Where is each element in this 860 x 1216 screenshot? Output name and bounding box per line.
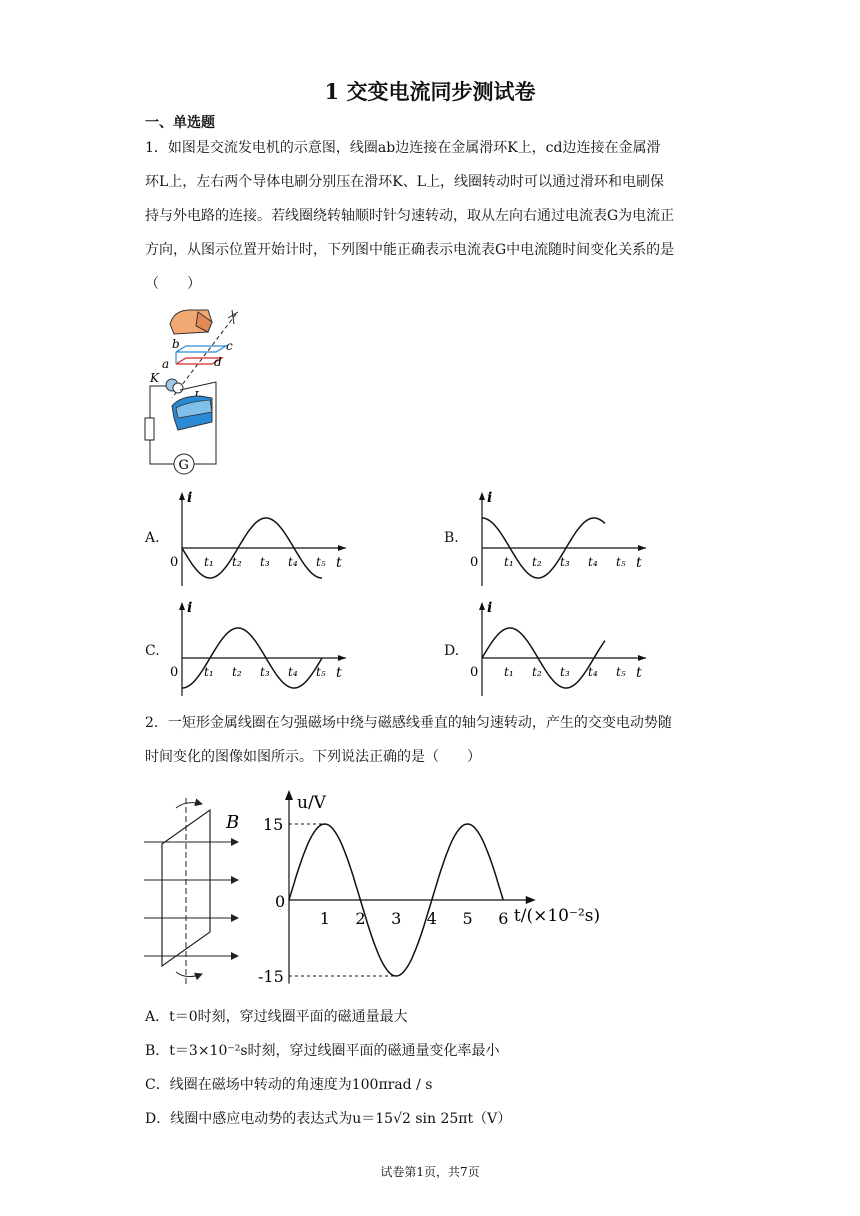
i-axis-label: i (487, 490, 493, 506)
q2-option-c[interactable] (145, 1068, 511, 1102)
q2-line: 时间变化的图像如图所示。下列说法正确的是（ ） (145, 749, 481, 765)
tick-label: t₄ (588, 665, 598, 679)
rotation-arrow-top (176, 803, 202, 808)
q2-option-b[interactable] (145, 1034, 511, 1068)
q1-line: （ ） (145, 276, 201, 292)
q1-option-d-graph[interactable] (470, 598, 650, 702)
q2-option-a[interactable] (145, 1000, 511, 1034)
u-axis-arrow (285, 790, 293, 800)
tick-label: t₁ (204, 665, 214, 679)
i-axis-arrow (479, 602, 485, 610)
label-a: a (162, 357, 170, 371)
q2-option-d[interactable] (145, 1102, 511, 1136)
tick-label: t₁ (204, 555, 214, 569)
option-label: A． (145, 1009, 170, 1025)
label-d: d (214, 355, 222, 369)
emf-time-chart (255, 786, 600, 986)
origin-label: 0 (275, 892, 286, 911)
i-axis-label: i (187, 490, 193, 506)
tick-label: t₅ (316, 665, 326, 679)
label-G: G (178, 458, 189, 473)
origin-label: 0 (470, 665, 479, 680)
option-label: C． (145, 1077, 170, 1093)
t-axis-arrow (338, 655, 346, 661)
i-axis-arrow (179, 492, 185, 500)
t-axis-arrow (638, 545, 646, 551)
tick-label: t₃ (260, 665, 270, 679)
q1-line: 1．如图是交流发电机的示意图，线圈ab边连接在金属滑环K上，cd边连接在金属滑 (145, 140, 661, 156)
tick-label: t₁ (504, 555, 514, 569)
option-text: 线圈在磁场中转动的角速度为100πrad / s (169, 1077, 433, 1093)
x-tick-label: 6 (498, 909, 509, 928)
resistor (145, 418, 154, 440)
option-text: t＝3×10⁻²s时刻，穿过线圈平面的磁通量变化率最小 (169, 1043, 500, 1059)
y-tick-label: -15 (258, 967, 284, 986)
i-axis-arrow (179, 602, 185, 610)
page-title: 1 交变电流同步测试卷 (324, 79, 536, 104)
q1-line: 方向，从图示位置开始计时，下列图中能正确表示电流表G中电流随时间变化关系的是 (145, 242, 675, 258)
q1-line: 持与外电路的连接。若线圈绕转轴顺时针匀速转动，取从左向右通过电流表G为电流正 (145, 208, 675, 224)
t-axis-label: t (336, 555, 342, 571)
t-axis-arrow (526, 896, 536, 904)
q1-option-b-graph[interactable] (470, 488, 650, 592)
x-tick-label: 1 (319, 909, 330, 928)
label-B: B (226, 812, 240, 833)
rotation-arrow-bottom (176, 972, 202, 977)
q1-option-a-label[interactable]: A. (145, 530, 160, 546)
option-text: t＝0时刻，穿过线圈平面的磁通量最大 (169, 1009, 408, 1025)
section-heading: 一、单选题 (145, 115, 215, 131)
label-b: b (172, 337, 180, 351)
tick-label: t₂ (532, 665, 542, 679)
option-text: 线圈中感应电动势的表达式为u＝15√2 sin 25πt（V） (170, 1111, 512, 1127)
option-label: D． (145, 1111, 171, 1127)
t-axis-arrow (338, 545, 346, 551)
generator-figure (140, 302, 250, 478)
tick-label: t₁ (504, 665, 514, 679)
q1-option-d-label[interactable]: D. (444, 643, 460, 659)
tick-label: t₄ (288, 665, 298, 679)
t-axis-label: t/(×10⁻²s) (513, 906, 600, 926)
t-axis-label: t (336, 665, 342, 681)
tick-label: t₃ (560, 555, 570, 569)
tick-label: t₂ (232, 665, 242, 679)
label-c: c (226, 339, 233, 353)
origin-label: 0 (170, 665, 179, 680)
q1-option-c-label[interactable]: C. (145, 643, 160, 659)
y-tick-label: 15 (263, 815, 284, 834)
i-axis-arrow (479, 492, 485, 500)
question-2-text (145, 706, 725, 774)
u-axis-label: u/V (297, 793, 326, 813)
tick-label: t₂ (532, 555, 542, 569)
tick-label: t₄ (588, 555, 598, 569)
page-footer: 试卷第1页，共7页 (380, 1165, 480, 1179)
i-axis-label: i (187, 600, 193, 616)
origin-label: 0 (170, 555, 179, 570)
x-tick-label: 2 (355, 909, 366, 928)
tick-label: t₅ (316, 555, 326, 569)
t-axis-arrow (638, 655, 646, 661)
q1-option-c-graph[interactable] (170, 598, 350, 702)
coil-blue (176, 346, 226, 352)
tick-label: t₂ (232, 555, 242, 569)
tick-label: t₄ (288, 555, 298, 569)
question-1-text (145, 131, 725, 301)
origin-label: 0 (470, 555, 479, 570)
tick-label: t₅ (616, 665, 626, 679)
q2-options (145, 1000, 511, 1136)
tick-label: t₅ (616, 555, 626, 569)
x-tick-label: 4 (426, 909, 437, 928)
q2-line: 2．一矩形金属线圈在匀强磁场中绕与磁感线垂直的轴匀速转动，产生的交变电动势随 (145, 715, 672, 731)
x-tick-label: 5 (462, 909, 473, 928)
q1-option-b-label[interactable]: B. (444, 530, 459, 546)
t-axis-label: t (636, 555, 642, 571)
tick-label: t₃ (560, 665, 570, 679)
t-axis-label: t (636, 665, 642, 681)
tick-label: t₃ (260, 555, 270, 569)
slip-ring-l (173, 383, 183, 393)
q1-option-a-graph[interactable] (170, 488, 350, 592)
label-K: K (150, 371, 159, 385)
option-label: B． (145, 1043, 170, 1059)
x-tick-label: 3 (391, 909, 402, 928)
q1-line: 环L上，左右两个导体电刷分别压在滑环K、L上，线圈转动时可以通过滑环和电刷保 (145, 174, 665, 190)
coil-in-field-figure (140, 796, 250, 986)
i-axis-label: i (487, 600, 493, 616)
